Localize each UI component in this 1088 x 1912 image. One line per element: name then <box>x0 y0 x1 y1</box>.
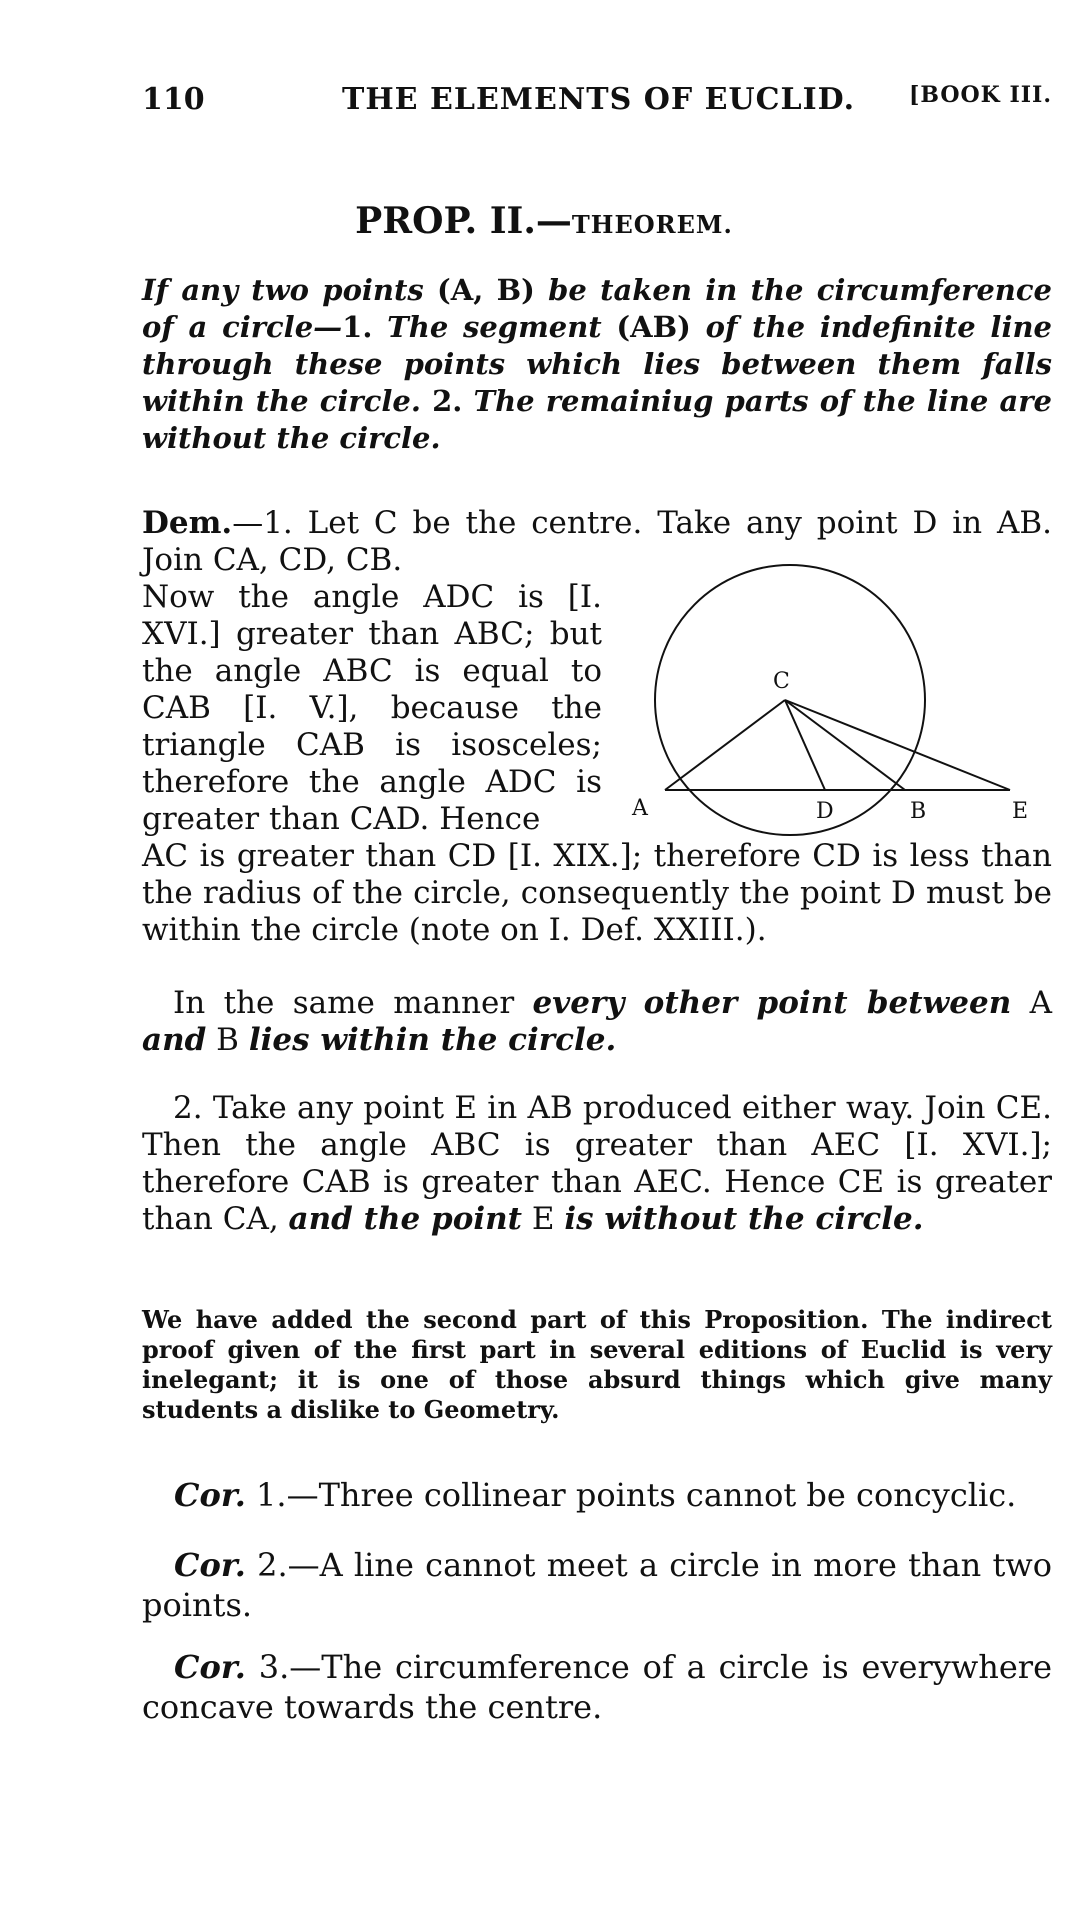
corollary-3 <box>142 1647 1052 1727</box>
corollary-2 <box>142 1545 1052 1625</box>
same-manner-paragraph <box>142 985 1052 1059</box>
paragraph-text: A <box>1011 985 1052 1021</box>
label-e: E <box>1012 799 1029 824</box>
page-number: 110 <box>142 82 205 117</box>
label-c: C <box>773 669 790 694</box>
paragraph-text: is without the circle. <box>564 1201 924 1237</box>
corollary-text: 2.—A line cannot meet a circle in more than two points. <box>142 1546 1052 1624</box>
segment-ca <box>665 700 785 790</box>
corollary-text: 1.—Three collinear points cannot be concyclic. <box>245 1476 1017 1514</box>
enunciation-text: be taken in the circumference of a circle— <box>142 273 1053 344</box>
enunciation-text: 2. <box>420 384 474 418</box>
proposition-number: PROP. II.— <box>355 200 572 242</box>
enunciation-text: of the indefinite line through these points which lies between them falls within the circle. <box>142 310 1052 418</box>
label-d: D <box>816 799 834 824</box>
circle-diagram <box>620 545 1060 875</box>
enunciation-text: (A, B) <box>423 273 549 307</box>
editor-note: We have added the second part of this Proposition. The indirect proof given of the first part in several editions of Euclid is very inelegant; it is one of those absurd things which give many students a dislike to Geometry. <box>142 1305 1052 1424</box>
dem-label: Dem. <box>142 505 233 541</box>
proposition-kind: THEOREM. <box>571 210 733 239</box>
enunciation-text: The segment <box>387 310 602 344</box>
corollary-text: 3.—The circumference of a circle is everywhere concave towards the centre. <box>142 1648 1052 1726</box>
paragraph-text: B <box>206 1022 249 1058</box>
label-b: B <box>910 799 927 824</box>
paragraph-text: 2. Take any point E in AB produced either way. Join CE. Then the angle ABC is greater than AEC [I. XVI.]; therefore CAB is greater than AEC. Hence CE is greater than CA, <box>142 1090 1052 1237</box>
paragraph-text: and <box>142 1022 207 1058</box>
corollary-1 <box>142 1475 1052 1515</box>
part-two-paragraph <box>142 1090 1052 1238</box>
running-title: THE ELEMENTS OF EUCLID. <box>342 82 856 117</box>
enunciation-text: If any two points <box>142 273 424 307</box>
enunciation <box>142 272 1052 457</box>
paragraph-text: In the same manner <box>173 985 533 1021</box>
corollary-label: Cor. <box>174 1648 246 1686</box>
book-label: [BOOK III. <box>908 82 1052 108</box>
running-header <box>142 82 1052 122</box>
demonstration-wrap-text: Now the angle ADC is [I. XVI.] greater than ABC; but the angle ABC is equal to CAB [I. V.], because the triangle CAB is isosceles; therefore the angle ADC is greater than CAD. Hence <box>142 579 602 837</box>
paragraph-text: E <box>522 1201 565 1237</box>
demonstration-continuation: AC is greater than CD [I. XIX.]; therefore CD is less than the radius of the circle, consequently the point D must be within the circle (note on I. Def. XXIII.). <box>142 838 1052 948</box>
label-a: A <box>632 796 648 821</box>
enunciation-text: (AB) <box>601 310 706 344</box>
paragraph-text: lies within the circle. <box>248 1022 617 1058</box>
enunciation-text: 1. <box>342 310 388 344</box>
enunciation-text: The remainiug parts of the line are without the circle. <box>142 384 1052 455</box>
circle <box>655 565 925 835</box>
corollary-label: Cor. <box>174 1546 246 1584</box>
paragraph-text: and the point <box>288 1201 523 1237</box>
proposition-title <box>0 200 1088 242</box>
corollary-label: Cor. <box>174 1476 246 1514</box>
segment-cb <box>785 700 905 790</box>
paragraph-text: every other point between <box>532 985 1012 1021</box>
dem-intro-text: —1. Let C be the centre. Take any point D in AB. Join CA, CD, CB. <box>142 505 1052 578</box>
